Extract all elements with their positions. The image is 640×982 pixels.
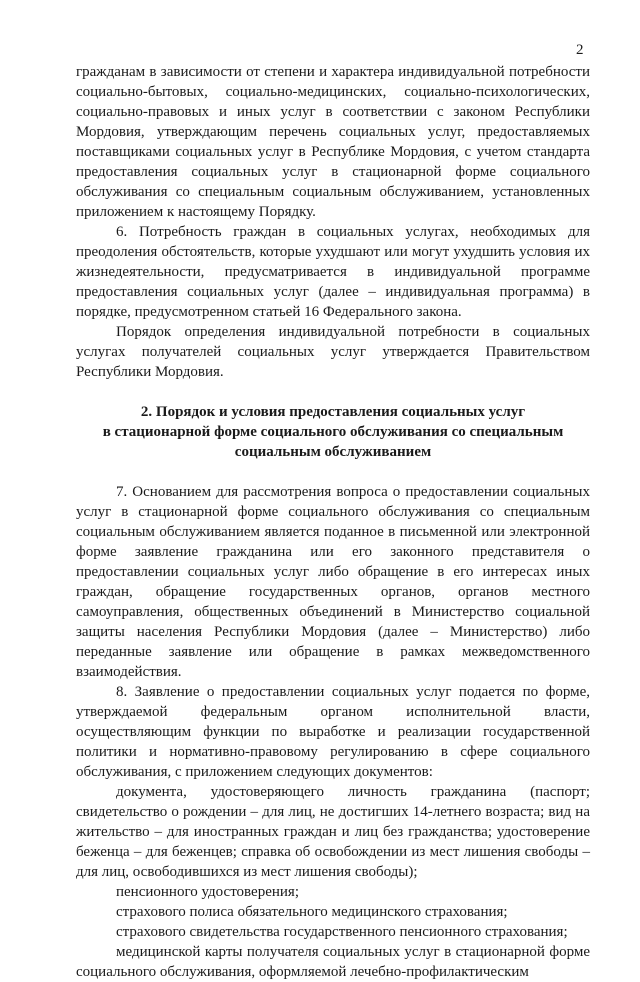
paragraph-item-7: 7. Основанием для рассмотрения вопроса о предоставлении социальных услуг в стационарной форме социального обслуживания со специальным социальным обслуживанием является поданное в письменной или электронной форме заявление гражданина или его законного представителя о предоставлении социальных услуг либо обращение в его интересах иных граждан, обращение государственных органов, органов местного самоуправления, общественных объединений в Министерство социальной защиты населения Республики Мордовия (далее – Министерство) либо переданные заявление или обращение в рамках межведомственного взаимодействия.	[76, 484, 590, 680]
paragraph-item-6: 6. Потребность граждан в социальных услугах, необходимых для преодоления обстоятельств, которые ухудшают или могут ухудшить условия их жизнедеятельности, предусматривается в индивидуальной программе предоставления социальных услуг (далее – индивидуальная программа) в порядке, предусмотренном статьей 16 Федерального закона.	[76, 224, 590, 320]
paragraph-item-8: 8. Заявление о предоставлении социальных услуг подается по форме, утверждаемой федеральным органом исполнительной власти, осуществляющим функции по выработке и реализации государственной политики и нормативно-правовому регулированию в сфере социального обслуживания, с приложением следующих документов:	[76, 684, 590, 780]
section-heading-line-3: социальным обслуживанием	[234, 444, 432, 460]
section-heading-line-2: в стационарной форме социального обслуживания со специальным	[102, 424, 564, 440]
document-body	[76, 62, 590, 982]
list-item-identity-document: документа, удостоверяющего личность гражданина (паспорт; свидетельство о рождении – для лиц, не достигших 14-летнего возраста; вид на жительство – для иностранных граждан и лиц без гражданства; удостоверение беженца – для беженцев; справка об освобождении из мест лишения свободы – для лиц, освободившихся из мест лишения свободы);	[76, 784, 590, 880]
paragraph-needs-procedure: Порядок определения индивидуальной потребности в социальных услугах получателей социальных услуг утверждается Правительством Республики Мордовия.	[76, 324, 590, 380]
section-heading	[76, 402, 590, 462]
list-item-pension-insurance: страхового свидетельства государственного пенсионного страхования;	[116, 924, 568, 940]
page-number: 2	[576, 42, 584, 58]
section-heading-line-1: 2. Порядок и условия предоставления социальных услуг	[140, 404, 526, 420]
list-item-medical-card: медицинской карты получателя социальных услуг в стационарной форме социального обслуживания, оформляемой лечебно-профилактическим	[76, 944, 590, 980]
paragraph-continuation: гражданам в зависимости от степени и характера индивидуальной потребности социально-бытовых, социально-медицинских, социально-психологических, социально-правовых и иных услуг в соответствии с законом Республики Мордовия, утверждающим перечень социальных услуг, предоставляемых поставщиками социальных услуг в Республике Мордовия, с учетом стандарта предоставления социальных услуг в стационарной форме социального обслуживания со специальным социальным обслуживанием, установленных приложением к настоящему Порядку.	[76, 64, 590, 220]
list-item-pension-certificate: пенсионного удостоверения;	[116, 884, 299, 900]
list-item-medical-insurance: страхового полиса обязательного медицинского страхования;	[116, 904, 508, 920]
